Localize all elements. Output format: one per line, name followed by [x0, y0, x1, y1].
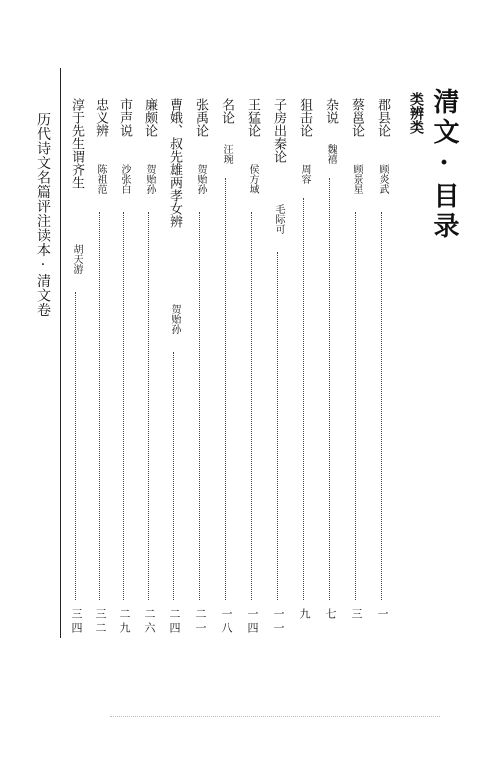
entry-author: 贺贻孙 [169, 304, 180, 334]
leader-dots [199, 212, 200, 600]
entry-title: 子房出秦论 [271, 98, 286, 163]
leader-dots [355, 212, 356, 600]
entry-author: 侯方域 [247, 164, 258, 194]
entry-title: 忠义辨 [93, 98, 108, 137]
header-rule [60, 68, 61, 638]
entry-page-number: 二一 [194, 608, 207, 636]
entry-page-number: 三四 [70, 608, 83, 636]
leader-dots [277, 252, 278, 600]
entry-author: 贺贻孙 [144, 164, 155, 194]
entry-title: 淳于先生谓齐生 [69, 98, 84, 189]
entry-title: 郡县论 [375, 98, 390, 137]
entry-page-number: 一四 [246, 608, 259, 636]
leader-dots [251, 212, 252, 600]
page-footer-dots [110, 716, 440, 717]
entry-author: 魏禧 [325, 144, 336, 164]
entry-author: 毛际可 [273, 204, 284, 234]
entry-title: 杂说 [323, 98, 338, 124]
entry-title: 名论 [219, 98, 234, 124]
entry-title: 王猛论 [245, 98, 260, 137]
leader-dots [381, 212, 382, 600]
entry-page-number: 一 [376, 608, 389, 622]
entry-title: 廉颇论 [142, 98, 157, 137]
entry-title: 张禹论 [193, 98, 208, 137]
leader-dots [123, 212, 124, 600]
leader-dots [75, 292, 76, 600]
entry-title: 市声说 [117, 98, 132, 137]
entry-author: 顾景星 [351, 164, 362, 194]
entry-page-number: 三二 [94, 608, 107, 636]
category-heading: 类辨类 [408, 92, 424, 134]
leader-dots [99, 212, 100, 600]
entry-page-number: 一一 [272, 608, 285, 636]
entry-author: 贺贻孙 [195, 164, 206, 194]
entry-author: 沙张白 [119, 164, 130, 194]
entry-page-number: 二九 [118, 608, 131, 636]
leader-dots [303, 198, 304, 600]
entry-page-number: 三 [350, 608, 363, 622]
entry-author: 周容 [299, 164, 310, 184]
book-title: 历代诗文名篇评注读本·清文卷 [35, 112, 51, 317]
entry-title: 蔡邕论 [349, 98, 364, 137]
entry-title: 曹娥、叔先雄两孝女辨 [167, 98, 182, 228]
entry-page-number: 一八 [220, 608, 233, 636]
leader-dots [148, 212, 149, 600]
entry-author: 陈祖范 [95, 164, 106, 194]
entry-page-number: 二四 [168, 608, 181, 636]
leader-dots [225, 178, 226, 600]
leader-dots [173, 352, 174, 600]
entry-page-number: 七 [324, 608, 337, 622]
entry-author: 胡天游 [71, 244, 82, 274]
entry-page-number: 二六 [143, 608, 156, 636]
entry-author: 汪琬 [221, 144, 232, 164]
entry-title: 狙击论 [297, 98, 312, 137]
toc-title: 清文·目录 [429, 88, 459, 242]
leader-dots [329, 178, 330, 600]
entry-page-number: 九 [298, 608, 311, 622]
entry-author: 顾炎武 [377, 164, 388, 194]
